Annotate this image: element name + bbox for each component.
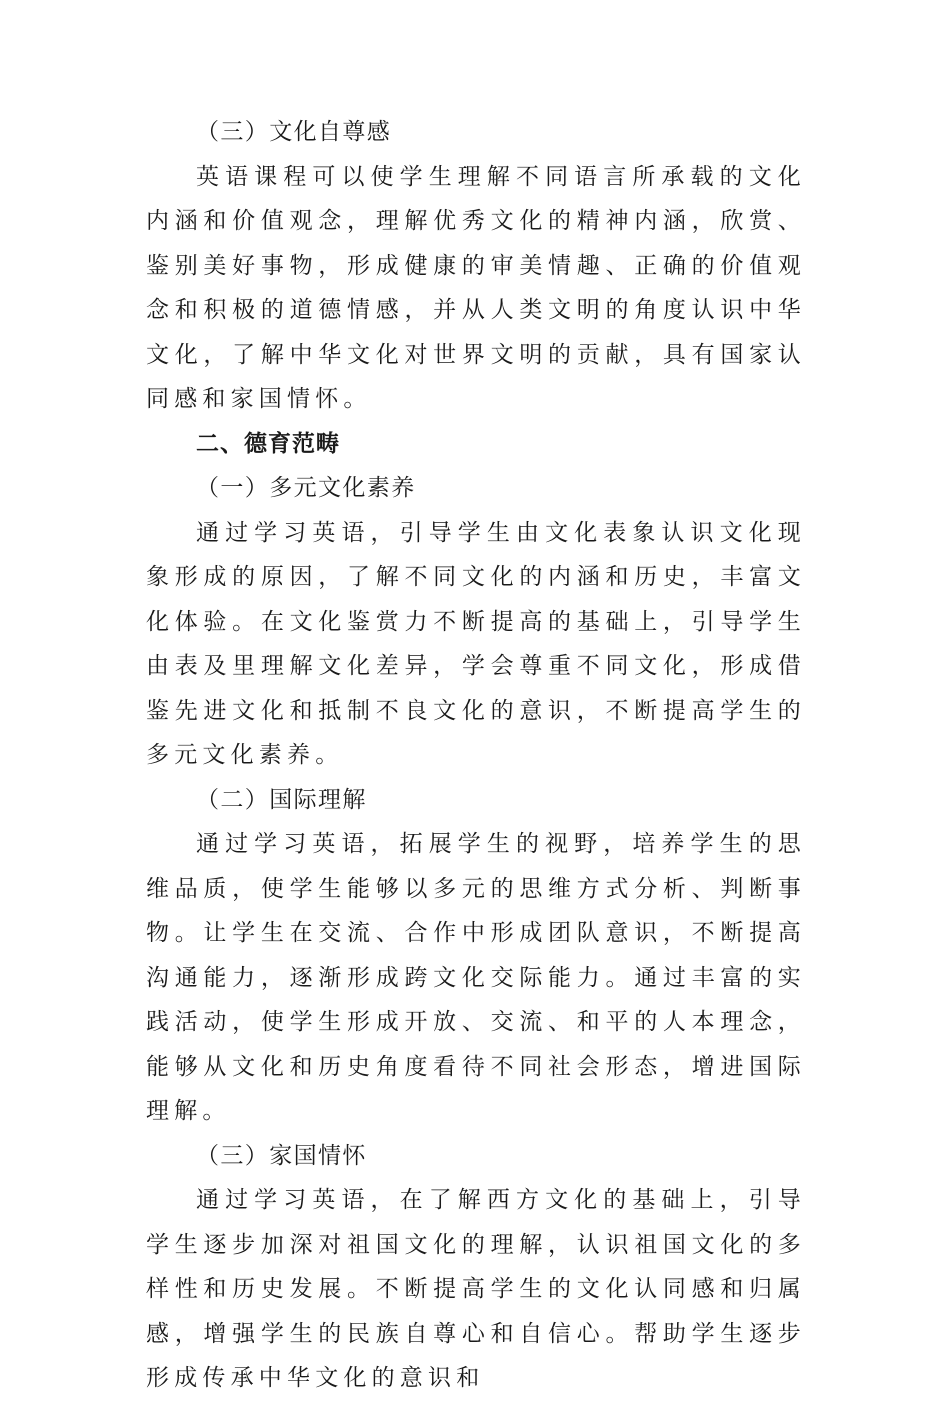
paragraph-cultural-self-esteem: 英语课程可以使学生理解不同语言所承载的文化内涵和价值观念，理解优秀文化的精神内涵，欣赏、鉴别美好事物，形成健康的审美情趣、正确的价值观念和积极的道德情感，并从人类文明的角度认识中华文化，了解中华文化对世界文明的贡献，具有国家认同感和家国情怀。 <box>146 163 806 412</box>
document-page <box>146 110 806 1401</box>
paragraph-patriotism: 通过学习英语，在了解西方文化的基础上，引导学生逐步加深对祖国文化的理解，认识祖国文化的多样性和历史发展。不断提高学生的文化认同感和归属感，增强学生的民族自尊心和自信心。帮助学生逐步形成传承中华文化的意识和 <box>146 1187 806 1391</box>
paragraph-international-understanding: 通过学习英语，拓展学生的视野，培养学生的思维品质，使学生能够以多元的思维方式分析、判断事物。让学生在交流、合作中形成团队意识，不断提高沟通能力，逐渐形成跨文化交际能力。通过丰富的实践活动，使学生形成开放、交流、和平的人本理念，能够从文化和历史角度看待不同社会形态，增进国际理解。 <box>146 831 806 1124</box>
paragraph-multicultural-literacy: 通过学习英语，引导学生由文化表象认识文化现象形成的原因，了解不同文化的内涵和历史，丰富文化体验。在文化鉴赏力不断提高的基础上，引导学生由表及里理解文化差异，学会尊重不同文化，形成借鉴先进文化和抵制不良文化的意识，不断提高学生的多元文化素养。 <box>146 519 806 768</box>
subheading-patriotism: （三）家国情怀 <box>196 1142 367 1169</box>
subheading-international-understanding: （二）国际理解 <box>196 786 367 813</box>
subheading-cultural-self-esteem: （三）文化自尊感 <box>196 119 392 145</box>
section-heading-moral-education: 二、德育范畴 <box>196 430 340 457</box>
subheading-multicultural-literacy: （一）多元文化素养 <box>196 475 416 501</box>
